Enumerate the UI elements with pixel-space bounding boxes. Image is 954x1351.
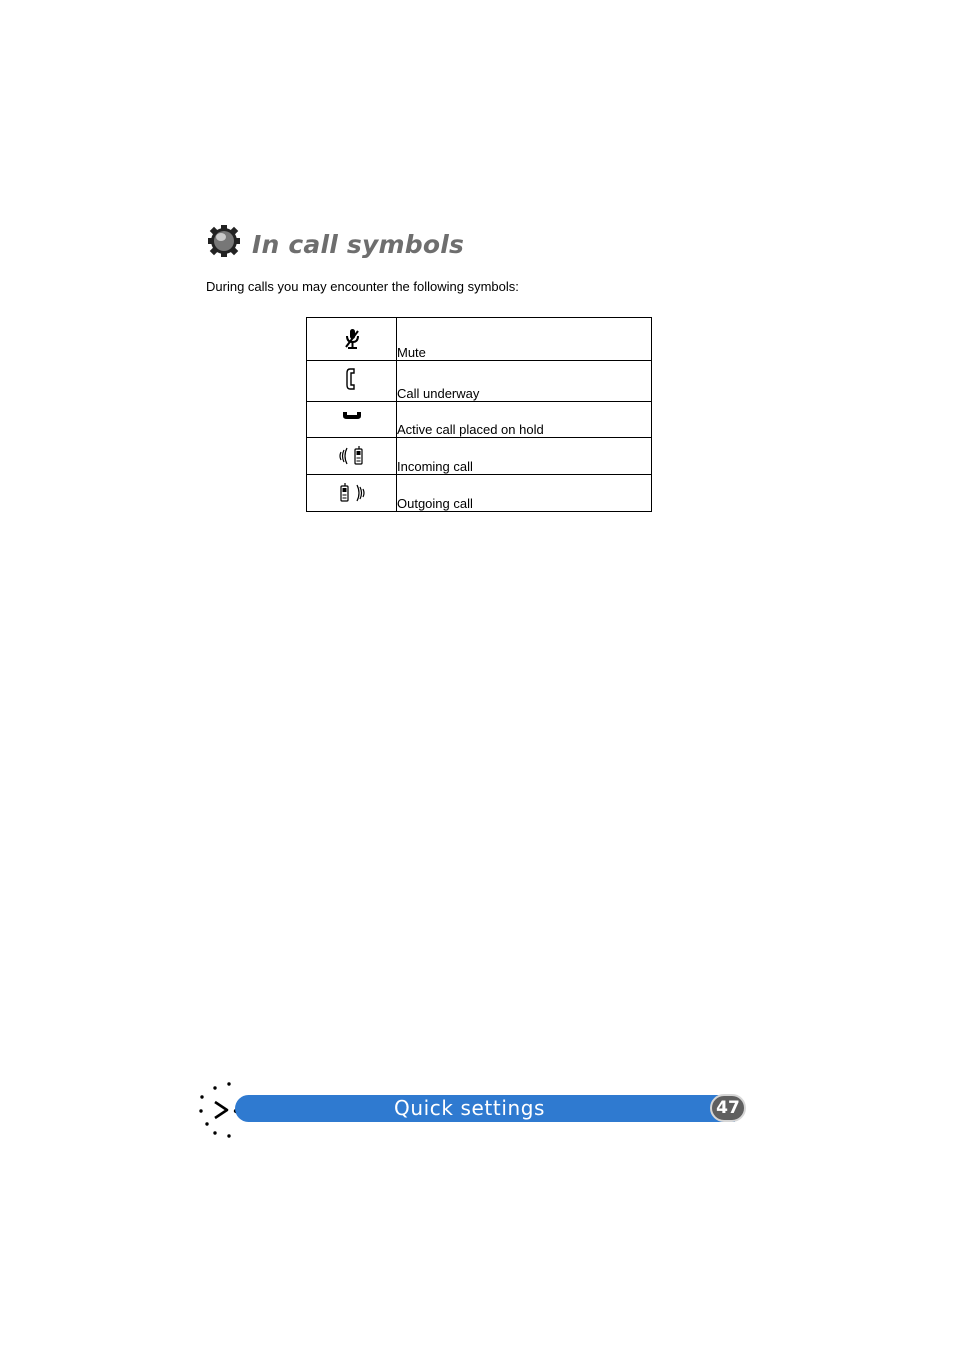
symbol-label: Mute [397,318,652,361]
symbol-label: Incoming call [397,438,652,475]
phone-hold-icon [341,410,363,422]
page-title: In call symbols [252,230,465,259]
page-number-badge: 47 [710,1094,746,1122]
footer-banner [198,1080,758,1142]
table-row [307,361,652,402]
table-row [307,475,652,512]
table-row [307,318,652,361]
outgoing-call-icon [338,482,366,504]
symbol-label: Active call placed on hold [397,402,652,438]
microphone-mute-icon [343,327,361,351]
chapter-title: Quick settings [394,1096,546,1120]
gear-settings-icon [207,224,241,258]
phone-handset-icon [345,367,359,391]
symbols-table [306,317,652,512]
symbol-label: Call underway [397,361,652,402]
symbol-label: Outgoing call [397,475,652,512]
table-row [307,438,652,475]
intro-text: During calls you may encounter the following symbols: [206,279,519,294]
table-row [307,402,652,438]
incoming-call-icon [338,445,366,467]
